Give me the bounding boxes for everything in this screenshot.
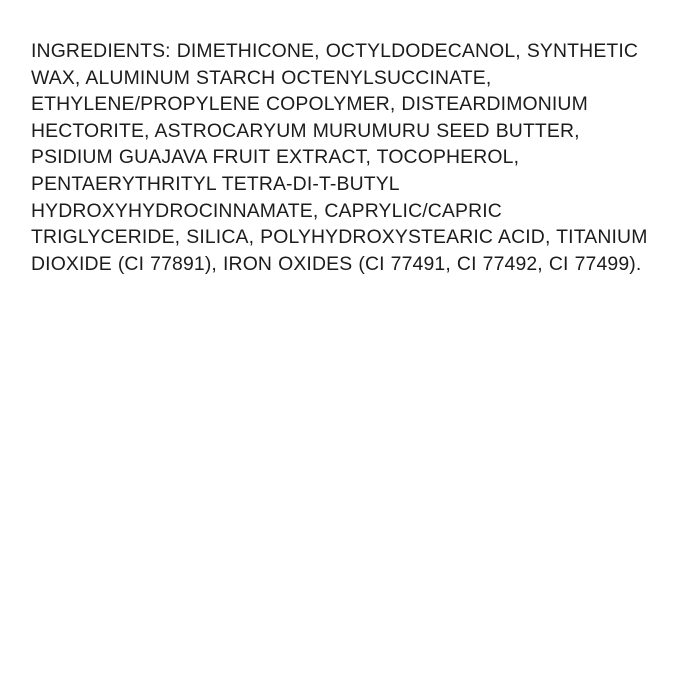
ingredients-section	[31, 38, 656, 277]
ingredients-paragraph: INGREDIENTS: DIMETHICONE, OCTYLDODECANOL, SYNTHETIC WAX, ALUMINUM STARCH OCTENYLSUCCINATE, ETHYLENE/PROPYLENE COPOLYMER, DISTEARDIMONIUM HECTORITE, ASTROCARYUM MURUMURU SEED BUTTER, PSIDIUM GUAJAVA FRUIT EXTRACT, TOCOPHEROL, PENTAERYTHRITYL TETRA-DI-T-BUTYL HYDROXYHYDROCINNAMATE, CAPRYLIC/CAPRIC TRIGLYCERIDE, SILICA, POLYHYDROXYSTEARIC ACID, TITANIUM DIOXIDE (CI 77891), IRON OXIDES (CI 77491, CI 77492, CI 77499).	[31, 40, 654, 275]
